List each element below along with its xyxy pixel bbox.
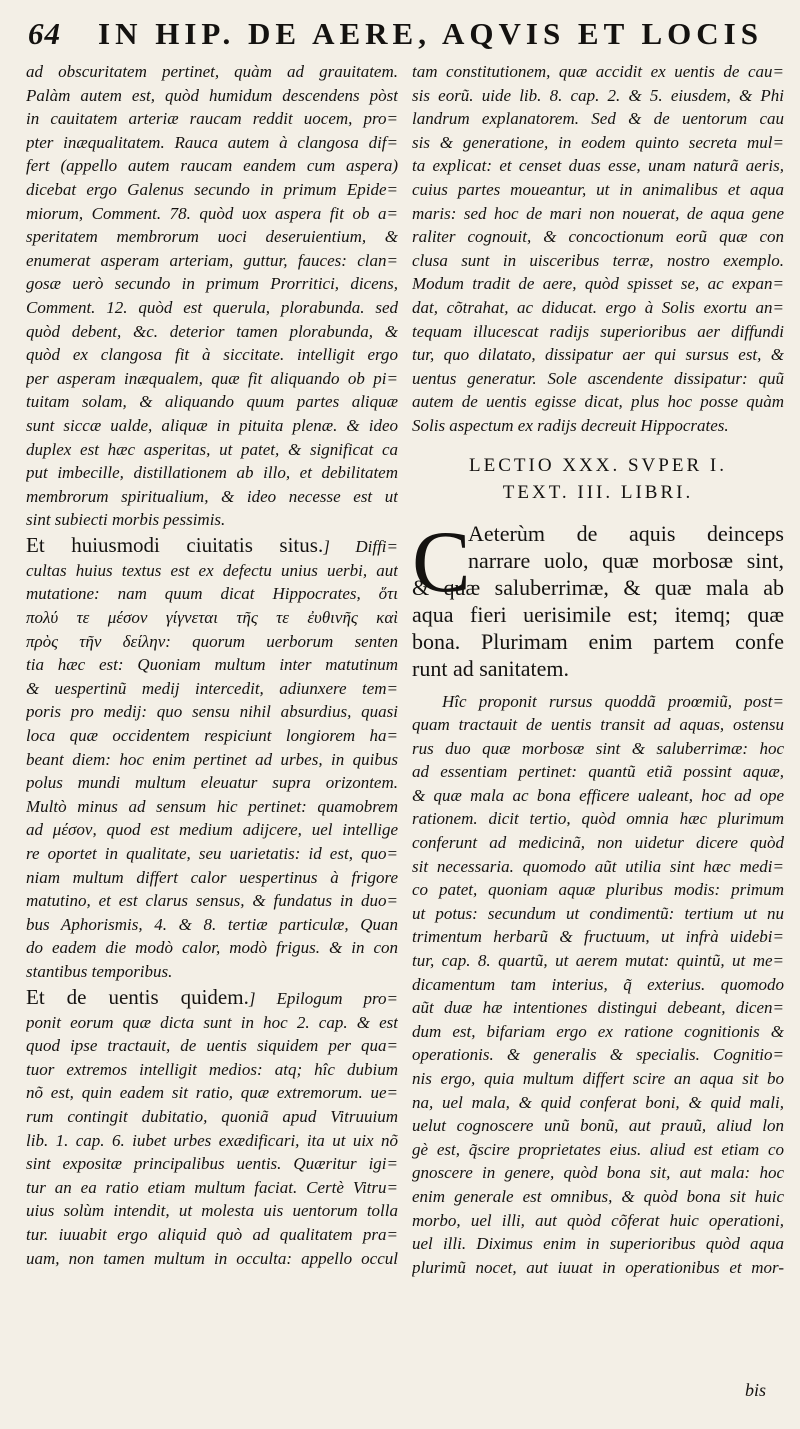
drop-cap: C [412,513,471,611]
text-line: tia hæc est: Quoniam multum inter matutinum [26,655,398,675]
text-line: Comment. 12. quòd est querula, plorabunda. sed [26,297,398,317]
lemma-heading: Et huiusmodi ciuitatis situs. [26,532,324,557]
page-number: 64 [28,16,61,51]
text-line: lib. 1. cap. 6. iubet urbes exædificari, ita ut uix nõ [26,1130,398,1150]
running-head [28,16,770,60]
lemma-heading: Et de uentis quidem. [26,984,249,1009]
text-line: sint expositæ principalibus uentis. Quæritur igi= [26,1154,398,1174]
text-line: poris pro medij: quo sensu nihil absurdius, quasi [26,702,398,722]
text-line: gosæ uerò secundo in primum Prorritici, dicens, [26,274,398,294]
text-line: quod ipse tractauit, de uentis siquidem per qua= [26,1036,398,1056]
text-line: fert (appello autem raucam eandem cum aspera) [26,156,398,176]
lemma-continuation: ] Diffi= [323,536,398,556]
text-line: tur, cap. 8. quartũ, ut aerem mutat: quintũ, ut me= [412,951,784,971]
text-line: rationem. dicit tertio, quòd omnia hæc plurimum [412,809,784,829]
text-line: cuius partes moueantur, ut in animalibus et aqua [412,179,784,199]
text-line: pter inæqualitatem. Rauca autem à clangosa dif= [26,132,398,152]
text-line: & uespertinũ medij intercedit, adiunxere tem= [26,678,398,698]
text-line: uentus generatur. Sole ascendente dissipatur: quũ [412,368,784,388]
text-line: uel illi. Diximus enim in superioribus quòd aqua [412,1234,784,1254]
text-line: & quæ mala ac bona efficere ualeant, hoc ad ope [412,785,784,805]
text-line: loca quæ occidentem respiciunt longiorem ha= [26,726,398,746]
text-line: Aeterùm de aquis deinceps [468,520,784,546]
text-line: speritatem membrorum uoci deseruientium, & [26,227,398,247]
text-line: sis & generatione, in eodem quinto secreta mul= [412,132,784,152]
catchword: bis [744,1380,766,1400]
text-line: dat, cõtrahat, ac diducat. ergo à Solis exortu an= [412,297,784,317]
text-line: aũt duæ hæ intentiones distingui debeant, dicen= [412,998,784,1018]
text-line: na, uel mala, & quid conferat boni, & quid mali, [412,1092,784,1112]
text-line: tur an ea ratio etiam multum faciat. Certè Vitru= [26,1177,398,1197]
text-line: ad obscuritatem pertinet, quàm ad grauitatem. [26,62,398,81]
text-line: uius solùm intendit, ut molesta uis uentorum tolla [26,1201,398,1221]
left-column [26,60,398,1270]
text-line: morbo, uel illi, aut quòd cõferat huic operationi, [412,1210,784,1230]
text-line: matutino, et est clarus sensus, & fundatus in duo= [26,891,398,911]
text-line: stantibus temporibus. [26,961,173,981]
text-line: tuor extremos intelligit medios: atq; hîc dubium [26,1059,398,1079]
text-line: put imbecille, distillationem ab illo, et debilitatem [26,463,398,483]
text-line: runt ad sanitatem. [412,655,570,681]
text-line: enumerat asperam arteriam, guttur, fauces: clan= [26,250,398,270]
text-line: quòd ex clangosa fit à siccitate. intelligit ergo [26,345,398,365]
text-line: & quæ saluberrimæ, & quæ mala ab [412,574,784,600]
text-line: uelut cognoscere unũ bonũ, aut prauũ, aliud lon [412,1116,784,1136]
text-line: per asperam inæqualem, quæ fit aliquando ob pi= [26,368,398,388]
text-line: autem de uentis egisse dicat, plus hoc posse quàm [412,392,784,412]
text-line: clusa sunt in uisceribus terræ, nostro exemplo. [412,250,784,270]
lemma-line [26,532,398,559]
text-line: gnoscere in genere, quòd bona sit, aut mala: hoc [412,1163,784,1183]
text-line: beant diem: hoc enim pertinet ad urbes, in quibus [26,749,398,769]
text-line: ponit eorum quæ dicta sunt in hoc 2. cap. & est [26,1012,398,1032]
text-line: dum est, bifariam ergo ex ratione cognitionis & [412,1021,784,1041]
text-line: tuitam solam, & aliquando quum partes aliquæ [26,392,398,412]
text-line: narrare uolo, quæ morbosæ sint, [468,547,784,573]
text-line: landrum explanatorem. Sed & de uentorum cau [412,109,784,129]
text-line: sis eorũ. uide lib. 8. cap. 2. & 5. eiusdem, & Phi [412,85,784,105]
text-line: Multò minus ad sensum hic pertinet: quamobrem [26,796,398,816]
text-line: raliter cognouit, & concoctionum eorũ quæ con [412,227,784,247]
text-line: sunt siccæ ualde, aliquæ in pituita plenæ. & ideo [26,415,398,435]
text-line: trimentum herbarũ & fructuum, ut infrà uidebi= [412,927,784,947]
text-line: miorum, Comment. 78. quòd uox aspera fit ob a= [26,203,398,223]
text-line: Solis aspectum ex radijs decreuit Hippocrates. [412,415,729,435]
text-line: Hîc proponit rursus quoddã proœmiũ, post= [442,691,784,711]
text-line: operationis. & generalis & specialis. Cognitio= [412,1045,784,1065]
text-line: bona. Plurimam enim partem confe [412,628,784,654]
text-line: πολύ τε μέσον γίγνεται τῆς τε ἐυθινῆς καὶ [26,608,398,628]
text-line: enim generale est omnibus, & quòd bona sit huic [412,1186,784,1206]
text-line: ta explicat: et censet duas esse, unam naturã aeris, [412,156,784,176]
text-line: sint subiecti morbis pessimis. [26,510,226,530]
text-line: Modum tradit de aere, quòd spisset se, ac expan= [412,274,784,294]
text-line: dicamentum tam interius, q̃ exterius. quomodo [412,974,784,994]
text-line: gè est, q̃scire proprietates eius. aliud est etiam co [412,1139,784,1159]
text-line: tequam illucescat radijs superioribus aer diffundi [412,321,784,341]
text-line: niam multum differt calor uespertinus à frigore [26,867,398,887]
text-line: cultas huius textus est ex defectu unius uerbi, aut [26,560,398,580]
text-line: dicebat ergo Galenus secundo in primum Epide= [26,179,398,199]
text-line: πρὸς τῆν δείλην: quorum uerborum senten [26,631,398,651]
section-subheading: TEXT. III. LIBRI. [502,481,694,503]
text-line: in cauitatem arteriæ raucam reddit uocem, pro= [26,109,398,129]
text-line: ut potus: secundum ut condimentũ: tertium ut nu [412,903,784,923]
text-line: tam constitutionem, quæ accidit ex uentis de cau= [412,62,784,81]
text-line: bus Aphorismis, 4. & 8. tertiæ particulæ, Quan [26,914,398,934]
lemma-continuation: ] Epilogum pro= [248,988,398,1008]
text-line: tur. iuuabit ergo aliquid quò ad qualitatem pra= [26,1224,398,1244]
text-line: rum contingit dubitatio, quoniã apud Vitruuium [26,1106,398,1126]
section-heading: LECTIO XXX. SVPER I. [469,454,727,476]
text-line: quòd debent, &c. deterior tamen plorabunda, & [26,321,398,341]
text-line: maris: sed hoc de mari non nouerat, de aqua gene [412,203,784,223]
text-line: nis ergo, quia multum differt scire an aqua sit bo [412,1069,784,1088]
text-line: do eadem die modò calor, modò frigus. & in con [26,938,398,958]
text-line: quam tractauit de uentis transit ad aquas, ostensu [412,715,784,735]
text-line: tur, quo dilatato, dissipatur aer qui sursus est, & [412,345,784,365]
text-line: ad essentiam pertinet: quantũ etiã possint aquæ, [412,762,784,782]
text-line: polus mundi multum eleuatur supra orizontem. [26,773,398,793]
right-column [412,60,784,1279]
text-line: co patet, quoniam aquæ pluribus modis: primum [412,880,784,900]
text-line: uam, non tamen multum in occulta: appello occul [26,1248,398,1268]
text-line: nõ est, quin eadem sit ratio, quæ extremorum. ue= [26,1083,398,1103]
text-line: duplex est hæc asperitas, ut patet, & significat ca [26,439,398,459]
text-line: conferunt ad medicinã, non uidetur dicere quòd [412,833,784,853]
text-line: rus duo quæ morbosæ sint & saluberrimæ: hoc [412,738,784,758]
text-line: aqua fieri uerisimile est; itemq; quæ [412,601,784,627]
text-line: membrorum spiritualium, & ideo necesse est ut [26,486,398,506]
text-line: plurimũ nocet, aut iuuat in operationibus et mor- [412,1257,784,1277]
text-line: sit necessaria. quomodo aũt utilia sint hæc medi= [412,856,784,876]
text-line: mutatione: nam quum dicat Hippocrates, ὅτι [26,584,398,604]
hippocrates-lemma [412,513,784,682]
text-line: Palàm autem est, quòd humidum descendens pòst [26,85,398,105]
text-line: re oportet in qualitate, seu uarietatis: id est, quo= [26,844,398,863]
running-title: IN HIP. DE AERE, AQVIS ET LOCIS [98,16,763,51]
text-line: ad μέσον, quod est medium adijcere, uel intellige [26,820,398,840]
lemma-line [26,984,398,1011]
